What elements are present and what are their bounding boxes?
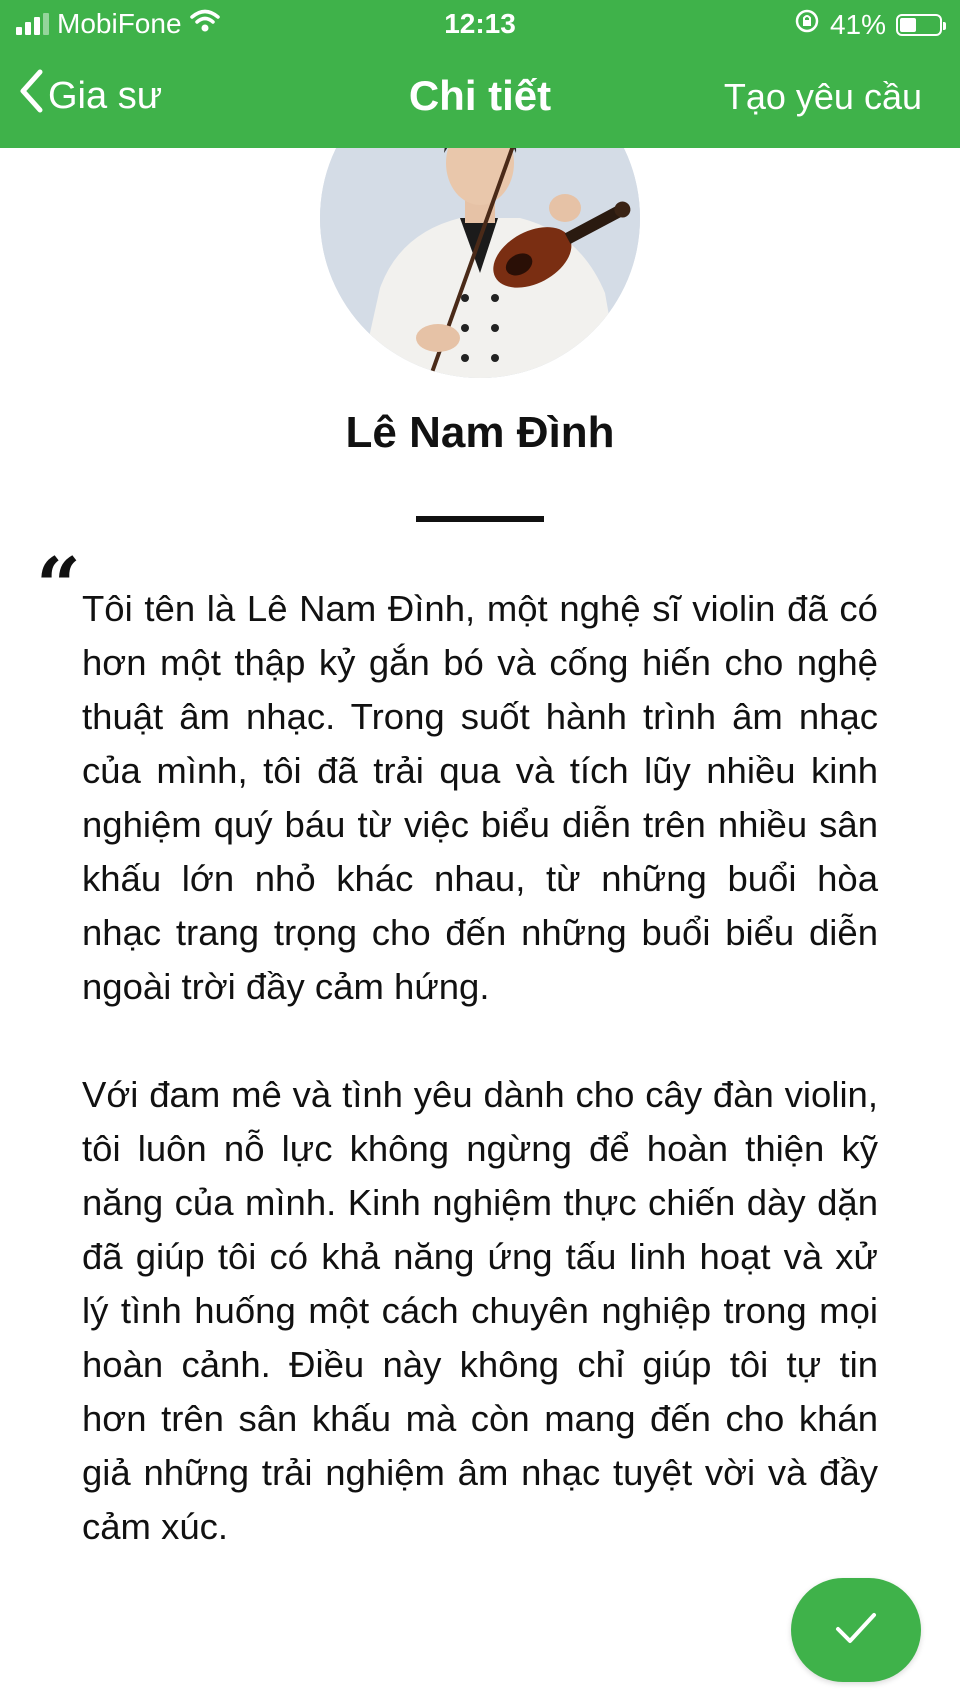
back-label: Gia sư: [48, 74, 163, 117]
confirm-fab-button[interactable]: [791, 1578, 921, 1682]
status-time: 12:13: [444, 8, 516, 39]
app-header: [0, 0, 960, 148]
orientation-lock-icon: [794, 8, 820, 41]
quote-icon: “: [36, 541, 81, 632]
bio-paragraph: Tôi tên là Lê Nam Đình, một nghệ sĩ violin đã có hơn một thập kỷ gắn bó và cống hiến cho nghệ thuật âm nhạc. Trong suốt hành trình âm nhạc của mình, tôi đã trải qua và tích lũy nhiều kinh nghiệm quý báu từ việc biểu diễn trên nhiều sân khấu lớn nhỏ khác nhau, từ những buổi hòa nhạc trang trọng cho đến những buổi biểu diễn ngoài trời đầy cảm hứng.: [82, 588, 878, 1007]
battery-fill: [900, 18, 916, 32]
tutor-name: Lê Nam Đình: [345, 408, 615, 457]
name-divider: [416, 516, 544, 522]
create-request-button[interactable]: Tạo yêu cầu: [723, 76, 922, 117]
nav-bar: [0, 50, 960, 148]
status-right: [794, 8, 942, 41]
carrier-name: MobiFone: [57, 8, 182, 39]
check-icon: [834, 1610, 878, 1651]
bio-paragraph: Với đam mê và tình yêu dành cho cây đàn violin, tôi luôn nỗ lực không ngừng để hoàn thiện kỹ năng của mình. Kinh nghiệm thực chiến dày dặn đã giúp tôi có khả năng ứng tấu linh hoạt và xử lý tình huống một cách chuyên nghiệp trong mọi hoàn cảnh. Điều này không chỉ giúp tôi tự tin hơn trên sân khấu mà còn mang đến cho khán giả những trải nghiệm âm nhạc tuyệt vời và đầy cảm xúc.: [82, 1074, 878, 1547]
status-bar: [0, 0, 960, 50]
battery-percent: 41%: [829, 8, 886, 40]
tutor-bio: [82, 582, 878, 1608]
battery-icon: [896, 14, 942, 36]
page-title: Chi tiết: [408, 72, 552, 119]
